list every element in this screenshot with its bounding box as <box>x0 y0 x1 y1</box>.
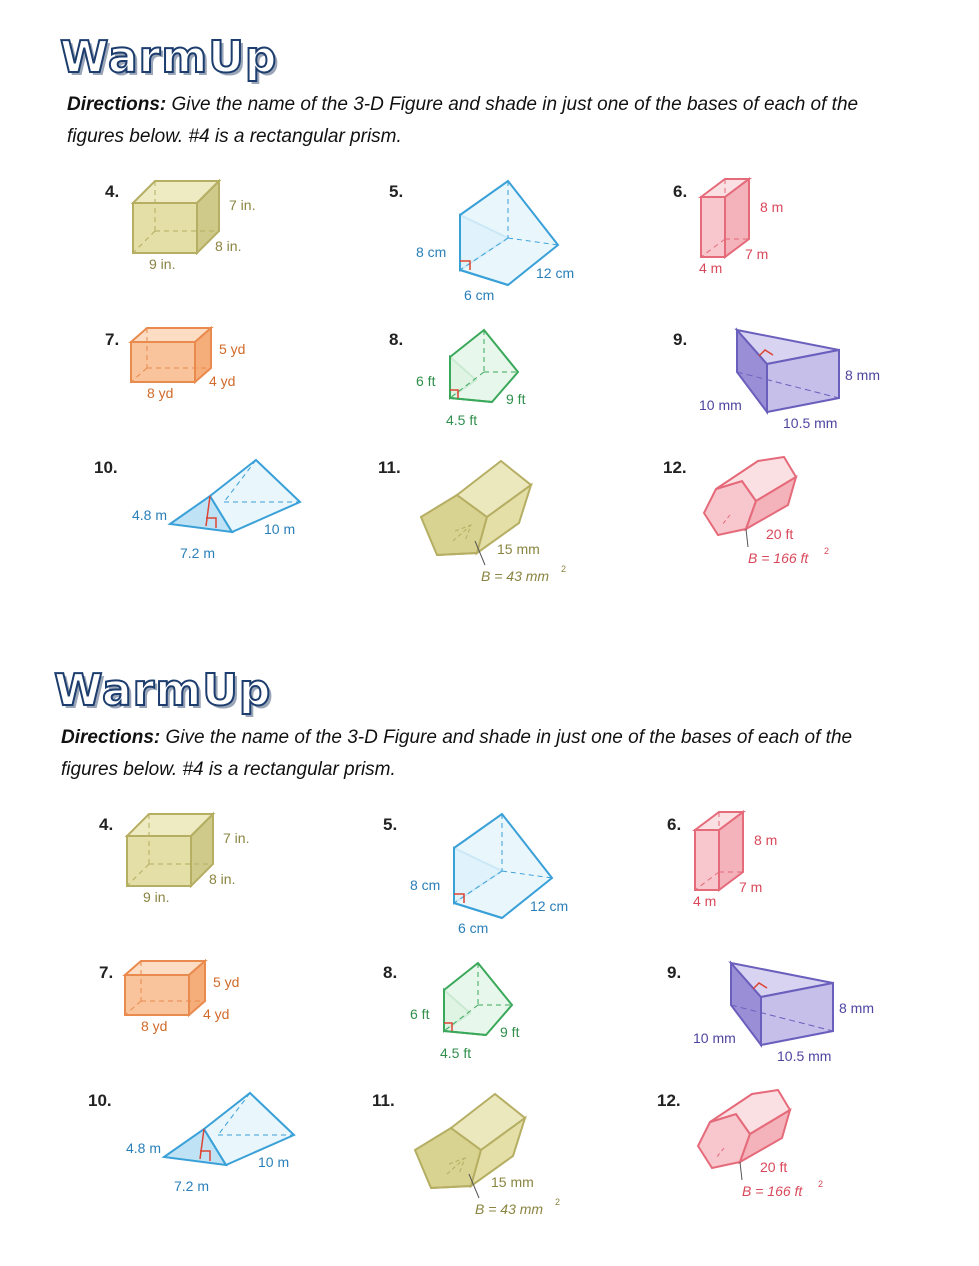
problem-number: 4. <box>105 182 120 201</box>
rectangular-prism-figure <box>125 175 265 275</box>
directions-label: Directions: <box>67 94 167 115</box>
dim-label: 10 m <box>258 1154 290 1170</box>
dim-label: 7 m <box>739 879 763 895</box>
dim-label: 9 in. <box>143 889 170 905</box>
superscript: 2 <box>555 1197 561 1207</box>
rectangular-prism-figure <box>695 175 825 285</box>
dim-label: 4 m <box>693 893 717 909</box>
dim-label: 8 m <box>754 832 778 848</box>
triangular-prism-figure <box>128 452 318 562</box>
dim-label: 9 ft <box>500 1024 520 1040</box>
pentagonal-prism-figure <box>415 455 605 590</box>
dim-label: 20 ft <box>760 1159 788 1175</box>
superscript: 2 <box>824 546 830 556</box>
dim-label: 20 ft <box>766 526 794 542</box>
problem-number: 10. <box>88 1091 112 1110</box>
triangular-prism-figure <box>122 1085 312 1195</box>
problem-number: 11. <box>378 458 401 477</box>
dim-label: 8 yd <box>147 385 174 401</box>
superscript: 2 <box>818 1179 824 1189</box>
dim-label: 9 in. <box>149 256 176 272</box>
dim-label: 15 mm <box>497 541 540 557</box>
dim-label: 10 m <box>264 521 296 537</box>
dim-label: 8 cm <box>410 877 441 893</box>
dim-label: 8 mm <box>839 1000 874 1016</box>
base-area-label: B = 43 mm <box>481 568 550 584</box>
dim-label: 12 cm <box>536 265 575 281</box>
warmup-title: WarmUp <box>60 32 278 83</box>
problem-number: 7. <box>105 330 120 349</box>
base-area-label: B = 166 ft <box>742 1183 803 1199</box>
base-area-label: B = 166 ft <box>748 550 809 566</box>
dim-label: 4 m <box>699 260 723 276</box>
triangular-prism-figure <box>689 955 889 1070</box>
problem-number: 11. <box>372 1091 395 1110</box>
dim-label: 4.8 m <box>126 1140 162 1156</box>
dim-label: 10.5 mm <box>783 415 838 431</box>
dim-label: 8 in. <box>209 871 236 887</box>
dim-label: 10.5 mm <box>777 1048 832 1064</box>
rectangular-prism-figure <box>125 322 265 412</box>
directions <box>61 722 941 786</box>
problem-number: 4. <box>99 815 114 834</box>
problem-number: 5. <box>389 182 404 201</box>
dim-label: 7 in. <box>223 830 250 846</box>
warmup-title: WarmUp <box>54 665 272 716</box>
hexagonal-prism-figure <box>694 1088 854 1213</box>
directions-text: Give the name of the 3-D Figure and shade in just one of the bases of each of the <box>171 94 859 115</box>
dim-label: 6 cm <box>464 287 495 303</box>
dim-label: 5 yd <box>219 341 246 357</box>
dim-label: 8 m <box>760 199 784 215</box>
rectangular-prism-figure <box>119 955 259 1045</box>
rectangular-prism-figure <box>689 808 819 918</box>
directions-line2: figures below. #4 is a rectangular prism. <box>67 126 402 147</box>
dim-label: 7 in. <box>229 197 256 213</box>
dim-label: 12 cm <box>530 898 569 914</box>
problem-number: 6. <box>673 182 688 201</box>
dim-label: 9 ft <box>506 391 526 407</box>
dim-label: 10 mm <box>693 1030 736 1046</box>
dim-label: 7 m <box>745 246 769 262</box>
rectangular-prism-figure <box>119 808 259 908</box>
problem-number: 8. <box>389 330 404 349</box>
dim-label: 5 yd <box>213 974 240 990</box>
dim-label: 15 mm <box>491 1174 534 1190</box>
dim-label: 4.8 m <box>132 507 168 523</box>
triangular-prism-figure <box>695 322 895 437</box>
dim-label: 6 ft <box>416 373 436 389</box>
dim-label: 6 ft <box>410 1006 430 1022</box>
dim-label: 10 mm <box>699 397 742 413</box>
dim-label: 7.2 m <box>180 545 216 561</box>
problem-number: 10. <box>94 458 118 477</box>
directions-line2: figures below. #4 is a rectangular prism. <box>61 759 396 780</box>
warmup-section-2 <box>0 633 973 1266</box>
dim-label: 4.5 ft <box>446 412 478 428</box>
dim-label: 8 in. <box>215 238 242 254</box>
problem-number: 12. <box>663 458 687 477</box>
problem-number: 5. <box>383 815 398 834</box>
dim-label: 4.5 ft <box>440 1045 472 1061</box>
problem-number: 9. <box>667 963 682 982</box>
directions-text: Give the name of the 3-D Figure and shade in just one of the bases of each of the <box>165 727 853 748</box>
directions-label: Directions: <box>61 727 161 748</box>
dim-label: 4 yd <box>209 373 236 389</box>
dim-label: 8 mm <box>845 367 880 383</box>
triangular-prism-figure <box>410 175 590 305</box>
problem-number: 6. <box>667 815 682 834</box>
superscript: 2 <box>561 564 567 574</box>
triangular-prism-figure <box>404 808 584 938</box>
dim-label: 6 cm <box>458 920 489 936</box>
dim-label: 4 yd <box>203 1006 230 1022</box>
problem-number: 9. <box>673 330 688 349</box>
problem-number: 8. <box>383 963 398 982</box>
hexagonal-prism-figure <box>700 455 860 580</box>
problem-number: 7. <box>99 963 114 982</box>
triangular-prism-figure <box>410 322 550 432</box>
dim-label: 7.2 m <box>174 1178 210 1194</box>
pentagonal-prism-figure <box>409 1088 599 1223</box>
problem-number: 12. <box>657 1091 681 1110</box>
directions <box>67 89 947 153</box>
dim-label: 8 cm <box>416 244 447 260</box>
dim-label: 8 yd <box>141 1018 168 1034</box>
triangular-prism-figure <box>404 955 544 1065</box>
base-area-label: B = 43 mm <box>475 1201 544 1217</box>
